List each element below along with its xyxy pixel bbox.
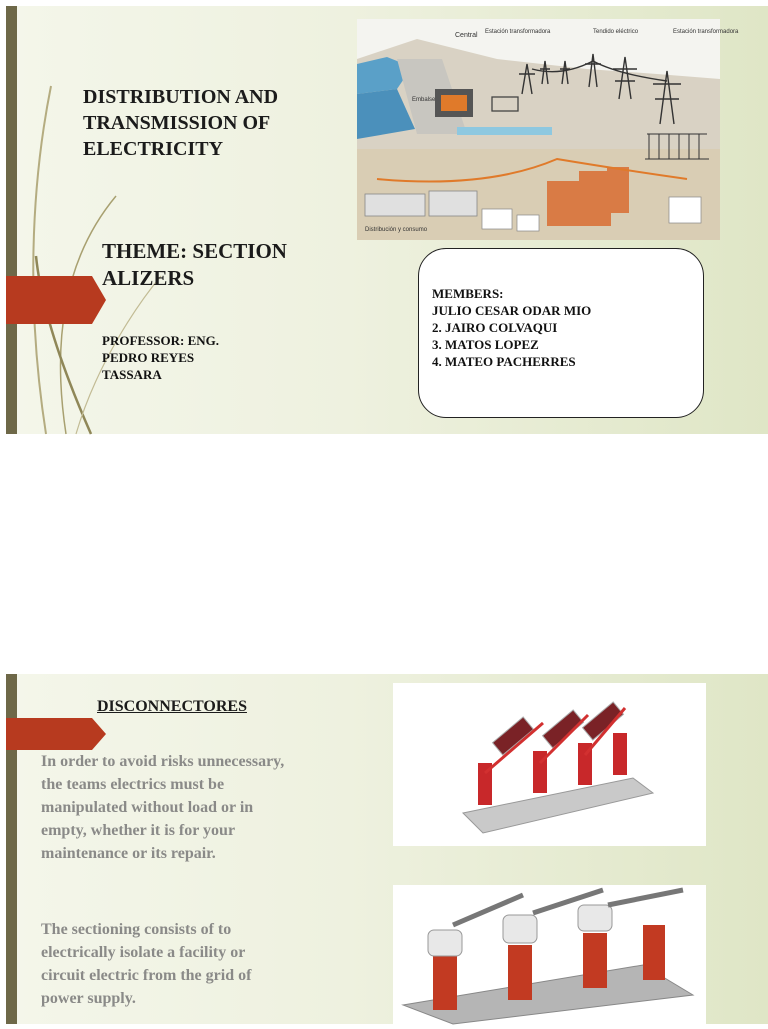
disconnectors-heading: DISCONNECTORES [97,698,247,715]
red-tab-marker [6,718,106,750]
left-accent-bar [6,6,17,434]
disconnector-photo-1 [393,683,706,846]
presentation-title: DISTRIBUTION AND TRANSMISSION OF ELECTRICITY [83,86,279,160]
members-heading: MEMBERS: [432,286,504,301]
power-grid-illustration [357,19,739,240]
svg-text:Distribución y consumo: Distribución y consumo [365,227,428,233]
svg-text:Estación transformadora: Estación transformadora [485,29,551,35]
slide-disconnectors [6,674,768,1024]
members-box [418,248,704,418]
svg-text:Central: Central [455,32,478,39]
svg-text:Embalse: Embalse [412,97,436,103]
paragraph-sectioning: The sectioning consists of to electrically isolate a facility or circuit electric from the grid of power supply. [41,921,252,1007]
member-item: JULIO CESAR ODAR MIO [432,303,592,318]
svg-text:Tendido eléctrico: Tendido eléctrico [593,29,639,35]
theme-label: THEME: SECTIONALIZERS [102,239,287,290]
member-item: 4. MATEO PACHERRES [432,354,576,369]
svg-text:Estación transformadora: Estación transformadora [673,29,739,35]
member-item: 2. JAIRO COLVAQUI [432,320,558,335]
slide-title [6,6,768,434]
disconnector-photo-2 [393,885,706,1024]
professor-label: PROFESSOR: ENG. PEDRO REYES TASSARA [102,333,220,382]
member-item: 3. MATOS LOPEZ [432,337,539,352]
paragraph-risks: In order to avoid risks unnecessary, the teams electrics must be manipulated without load or in empty, whether it is for your maintenance or its repair. [41,753,285,862]
red-tab-marker [6,276,106,324]
